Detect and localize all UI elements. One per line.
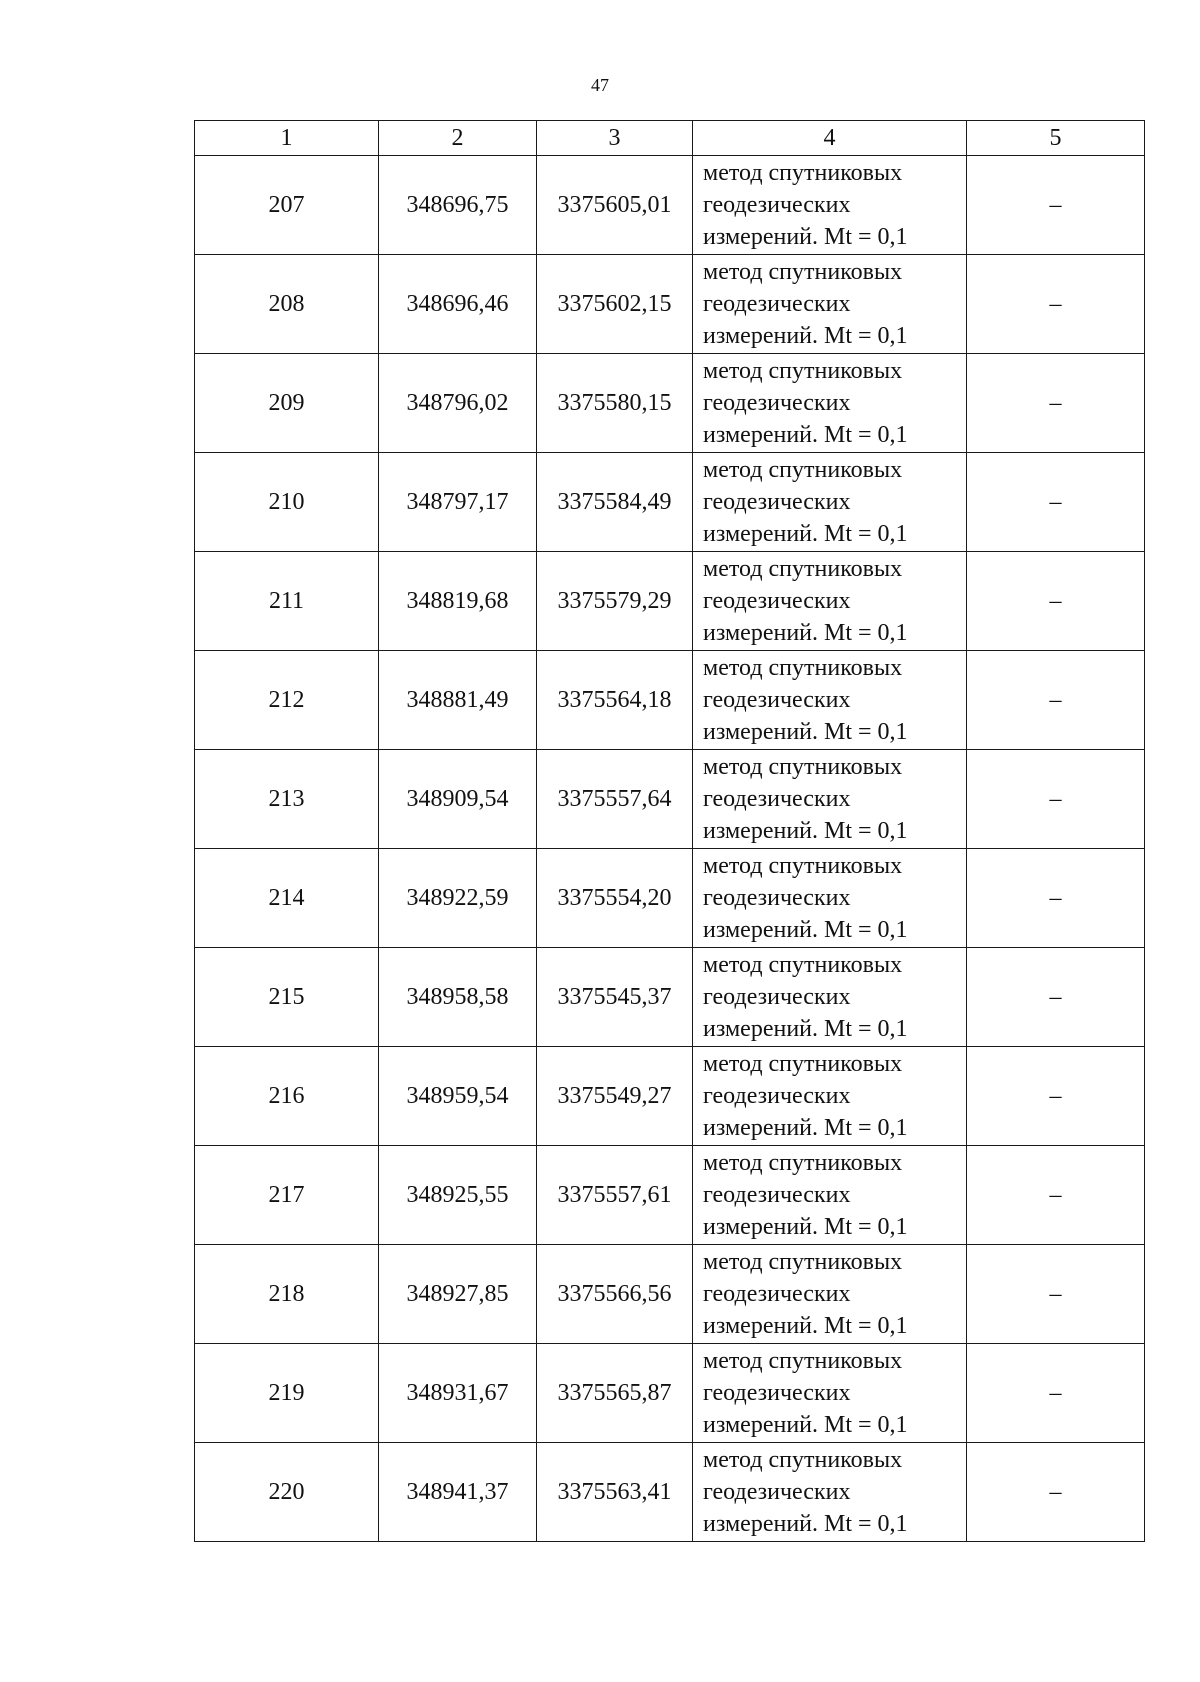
method-line: метод спутниковых	[703, 1249, 903, 1275]
note-cell: –	[967, 453, 1145, 552]
y-coordinate-cell: 3375557,61	[537, 1146, 693, 1245]
x-coordinate-cell: 348922,59	[379, 849, 537, 948]
point-number-cell: 217	[195, 1146, 379, 1245]
table-row	[195, 552, 1145, 651]
note-cell: –	[967, 1344, 1145, 1443]
y-coordinate-cell: 3375564,18	[537, 651, 693, 750]
method-line: измерений. Mt = 0,1	[703, 224, 908, 250]
method-cell	[693, 156, 967, 255]
method-line: геодезических	[703, 984, 851, 1010]
method-line: метод спутниковых	[703, 754, 903, 780]
method-line: геодезических	[703, 390, 851, 416]
method-cell	[693, 750, 967, 849]
x-coordinate-cell: 348797,17	[379, 453, 537, 552]
method-line: метод спутниковых	[703, 952, 903, 978]
table-row	[195, 354, 1145, 453]
x-coordinate-cell: 348796,02	[379, 354, 537, 453]
column-header-3: 3	[537, 121, 693, 156]
point-number-cell: 220	[195, 1443, 379, 1542]
method-line: метод спутниковых	[703, 259, 903, 285]
table-header-row	[195, 121, 1145, 156]
column-header-2: 2	[379, 121, 537, 156]
point-number-cell: 209	[195, 354, 379, 453]
note-cell: –	[967, 849, 1145, 948]
method-line: измерений. Mt = 0,1	[703, 521, 908, 547]
method-line: метод спутниковых	[703, 655, 903, 681]
point-number-cell: 212	[195, 651, 379, 750]
method-line: метод спутниковых	[703, 1447, 903, 1473]
page-number: 47	[591, 75, 609, 95]
x-coordinate-cell: 348941,37	[379, 1443, 537, 1542]
method-line: измерений. Mt = 0,1	[703, 917, 908, 943]
method-line: метод спутниковых	[703, 1150, 903, 1176]
method-line: геодезических	[703, 1479, 851, 1505]
table-row	[195, 1344, 1145, 1443]
method-line: геодезических	[703, 1182, 851, 1208]
point-number-cell: 214	[195, 849, 379, 948]
method-line: геодезических	[703, 786, 851, 812]
point-number-cell: 207	[195, 156, 379, 255]
y-coordinate-cell: 3375579,29	[537, 552, 693, 651]
note-cell: –	[967, 1245, 1145, 1344]
method-line: измерений. Mt = 0,1	[703, 620, 908, 646]
method-line: метод спутниковых	[703, 160, 903, 186]
method-cell	[693, 1344, 967, 1443]
note-cell: –	[967, 1443, 1145, 1542]
x-coordinate-cell: 348925,55	[379, 1146, 537, 1245]
table-row	[195, 1146, 1145, 1245]
method-line: метод спутниковых	[703, 457, 903, 483]
point-number-cell: 215	[195, 948, 379, 1047]
method-cell	[693, 1047, 967, 1146]
method-line: геодезических	[703, 588, 851, 614]
point-number-cell: 210	[195, 453, 379, 552]
table-row	[195, 651, 1145, 750]
y-coordinate-cell: 3375563,41	[537, 1443, 693, 1542]
table-row	[195, 453, 1145, 552]
x-coordinate-cell: 348819,68	[379, 552, 537, 651]
method-cell	[693, 453, 967, 552]
method-cell	[693, 255, 967, 354]
table-row	[195, 750, 1145, 849]
note-cell: –	[967, 1047, 1145, 1146]
note-cell: –	[967, 255, 1145, 354]
coordinates-table	[194, 120, 1145, 1542]
y-coordinate-cell: 3375565,87	[537, 1344, 693, 1443]
x-coordinate-cell: 348927,85	[379, 1245, 537, 1344]
method-line: геодезических	[703, 489, 851, 515]
method-line: измерений. Mt = 0,1	[703, 1313, 908, 1339]
point-number-cell: 219	[195, 1344, 379, 1443]
method-line: метод спутниковых	[703, 358, 903, 384]
method-line: геодезических	[703, 687, 851, 713]
column-header-4: 4	[693, 121, 967, 156]
column-header-5: 5	[967, 121, 1145, 156]
note-cell: –	[967, 1146, 1145, 1245]
y-coordinate-cell: 3375580,15	[537, 354, 693, 453]
column-header-1: 1	[195, 121, 379, 156]
method-line: метод спутниковых	[703, 556, 903, 582]
point-number-cell: 211	[195, 552, 379, 651]
x-coordinate-cell: 348909,54	[379, 750, 537, 849]
method-line: геодезических	[703, 192, 851, 218]
y-coordinate-cell: 3375584,49	[537, 453, 693, 552]
y-coordinate-cell: 3375545,37	[537, 948, 693, 1047]
method-cell	[693, 948, 967, 1047]
method-line: геодезических	[703, 291, 851, 317]
note-cell: –	[967, 948, 1145, 1047]
table-row	[195, 948, 1145, 1047]
note-cell: –	[967, 750, 1145, 849]
point-number-cell: 216	[195, 1047, 379, 1146]
x-coordinate-cell: 348696,46	[379, 255, 537, 354]
method-line: измерений. Mt = 0,1	[703, 323, 908, 349]
method-line: геодезических	[703, 885, 851, 911]
table-row	[195, 1443, 1145, 1542]
method-cell	[693, 849, 967, 948]
x-coordinate-cell: 348931,67	[379, 1344, 537, 1443]
note-cell: –	[967, 354, 1145, 453]
method-cell	[693, 1245, 967, 1344]
y-coordinate-cell: 3375602,15	[537, 255, 693, 354]
table-row	[195, 1245, 1145, 1344]
x-coordinate-cell: 348696,75	[379, 156, 537, 255]
method-cell	[693, 1146, 967, 1245]
note-cell: –	[967, 552, 1145, 651]
y-coordinate-cell: 3375605,01	[537, 156, 693, 255]
method-line: метод спутниковых	[703, 1051, 903, 1077]
y-coordinate-cell: 3375554,20	[537, 849, 693, 948]
method-line: измерений. Mt = 0,1	[703, 719, 908, 745]
note-cell: –	[967, 651, 1145, 750]
y-coordinate-cell: 3375557,64	[537, 750, 693, 849]
method-line: метод спутниковых	[703, 1348, 903, 1374]
table-row	[195, 255, 1145, 354]
method-line: геодезических	[703, 1083, 851, 1109]
y-coordinate-cell: 3375566,56	[537, 1245, 693, 1344]
method-line: геодезических	[703, 1380, 851, 1406]
method-cell	[693, 651, 967, 750]
table-body	[195, 156, 1145, 1542]
table-row	[195, 156, 1145, 255]
method-line: измерений. Mt = 0,1	[703, 1115, 908, 1141]
x-coordinate-cell: 348959,54	[379, 1047, 537, 1146]
method-line: измерений. Mt = 0,1	[703, 422, 908, 448]
method-cell	[693, 552, 967, 651]
method-cell	[693, 354, 967, 453]
point-number-cell: 208	[195, 255, 379, 354]
method-line: метод спутниковых	[703, 853, 903, 879]
method-line: измерений. Mt = 0,1	[703, 818, 908, 844]
method-line: измерений. Mt = 0,1	[703, 1016, 908, 1042]
x-coordinate-cell: 348881,49	[379, 651, 537, 750]
method-line: измерений. Mt = 0,1	[703, 1412, 908, 1438]
y-coordinate-cell: 3375549,27	[537, 1047, 693, 1146]
method-line: измерений. Mt = 0,1	[703, 1214, 908, 1240]
method-cell	[693, 1443, 967, 1542]
point-number-cell: 218	[195, 1245, 379, 1344]
method-line: геодезических	[703, 1281, 851, 1307]
x-coordinate-cell: 348958,58	[379, 948, 537, 1047]
table-row	[195, 849, 1145, 948]
table-row	[195, 1047, 1145, 1146]
point-number-cell: 213	[195, 750, 379, 849]
method-line: измерений. Mt = 0,1	[703, 1511, 908, 1537]
note-cell: –	[967, 156, 1145, 255]
